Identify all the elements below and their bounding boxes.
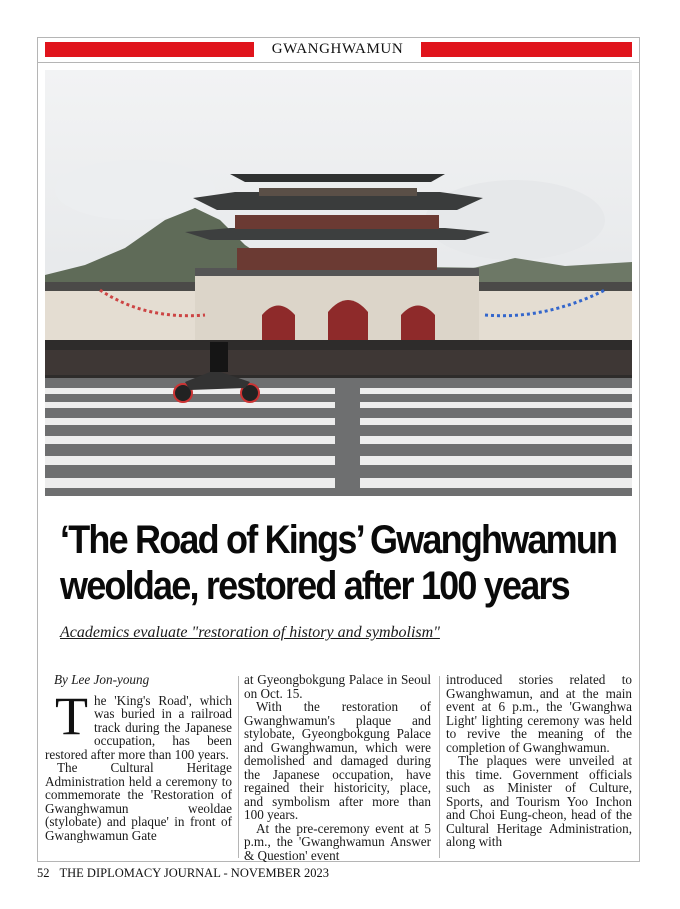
section-label: GWANGHWAMUN [271,41,404,57]
lead-text: he 'King's Road', which was buried in a railroad track during the Japanese occupation, has been restored after more than 100 years. [45,692,232,762]
column-rule [238,676,239,858]
deck-subheadline: Academics evaluate "restoration of history and symbolism" [60,624,440,641]
paragraph: introduced stories related to Gwanghwamun, and at the main event at 6 p.m., the 'Gwanghwa Light' lighting ceremony was held to revive the meaning of the completion of Gwanghwamun. [446,672,632,755]
paragraph: At the pre-ceremony event at 5 p.m., the 'Gwanghwamun Answer & Question' event [244,820,431,863]
paragraph: The plaques were unveiled at this time. Government officials such as Minister of Culture, Sports, and Tourism Yoo Inchon and Choi Eung-cheon, head of the Cultural Heritage Administration, along with [446,753,632,849]
lead-paragraph [45,685,232,762]
byline: By Lee Jon-young [54,672,150,687]
headline [60,517,617,609]
paragraph: With the restoration of Gwanghwamun's plaque and stylobate, Gyeongbokgung Palace and Gwanghwamun, which were demolished and damaged during the Japanese occupation, have regained their historicity, place, and symbolism after more than 100 years. [244,699,431,822]
paragraph: at Gyeongbokgung Palace in Seoul on Oct. 15. [244,672,431,701]
header-rule [37,62,640,63]
column-rule [439,676,440,858]
section-bar-left [45,42,254,57]
section-bar-right [421,42,632,57]
page-number: 52 [37,866,50,880]
article-column-1 [45,673,232,842]
gwanghwamun-photo [45,70,632,496]
section-header [45,41,632,58]
drop-cap: T [55,685,88,746]
headline-line-2: weoldae, restored after 100 years [60,564,569,608]
page-footer [37,866,329,881]
publication-name: THE DIPLOMACY JOURNAL - NOVEMBER 2023 [59,866,330,880]
article-column-3 [446,673,632,849]
article-column-2 [244,673,431,862]
paragraph: The Cultural Heritage Administration held a ceremony to commemorate the 'Restoration of Gwanghwamun weoldae (stylobate) and plaque' in front of Gwanghwamun Gate [45,760,232,843]
headline-line-1: ‘The Road of Kings’ Gwanghwamun [60,518,617,562]
